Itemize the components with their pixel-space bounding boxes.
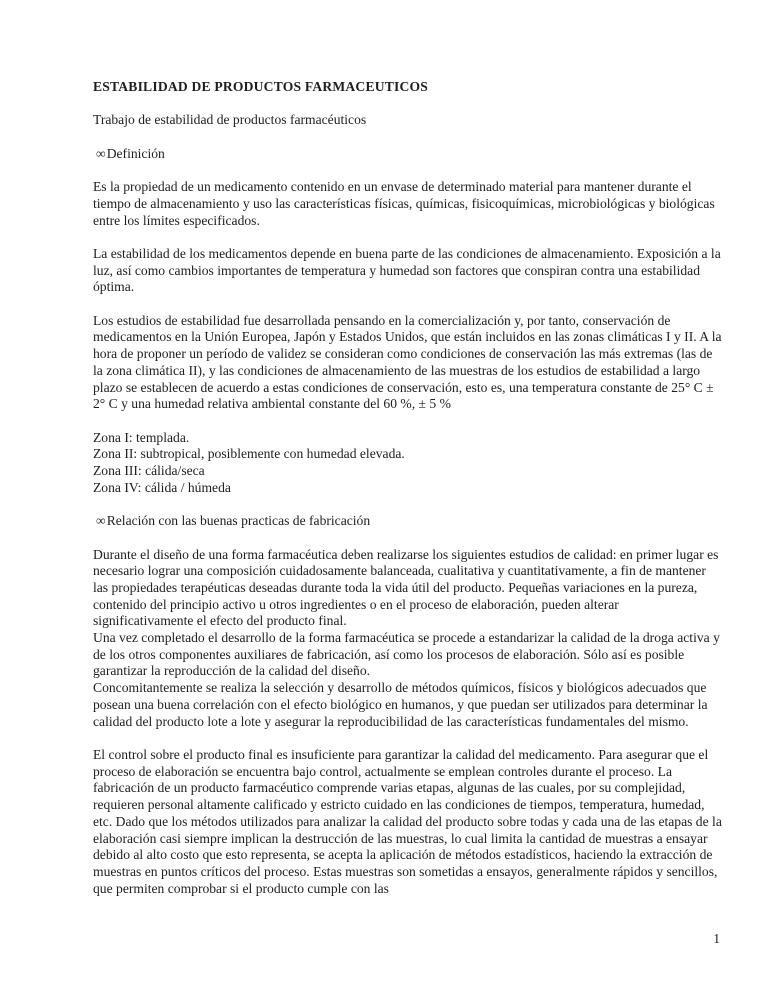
section-heading-gmp	[93, 513, 722, 530]
definition-heading-label: Definición	[106, 145, 165, 161]
design-paragraph-2: Una vez completado el desarrollo de la forma farmacéutica se procede a estandarizar la calidad de la droga activa y de los otros componentes auxiliares de fabricación, así como los procesos de elaboración. Sólo así es posible garantizar la reproducción de la calidad del diseño.	[93, 630, 720, 679]
gmp-heading-label: Relación con las buenas practicas de fabricación	[106, 513, 371, 529]
zone-item-4: Zona IV: cálida / húmeda	[93, 479, 231, 495]
design-paragraph-3: Concomitantemente se realiza la selección y desarrollo de métodos químicos, físicos y biológicos adecuados que posean una buena correlación con el efecto biológico en humanos, y que puedan ser utilizados para determinar la calidad del producto lote a lote y asegurar la reproducibilidad de las características fundamentales del mismo.	[93, 680, 708, 729]
zone-item-2: Zona II: subtropical, posiblemente con humedad elevada.	[93, 446, 405, 462]
process-control-paragraph: El control sobre el producto final es insuficiente para garantizar la calidad del medicamento. Para asegurar que el proceso de elaboración se encuentra bajo control, actualmente se emplean controles durante el proceso. La fabricación de un producto farmacéutico comprende varias etapas, algunas de las cuales, por su complejidad, requieren personal altamente calificado y estricto cuidado en las condiciones de tiempos, temperatura, humedad, etc. Dado que los métodos utilizados para analizar la calidad del producto sobre todas y cada una de las etapas de la elaboración casi siempre implican la destrucción de las muestras, lo cual limita la cantidad de muestras a ensayar debido al alto costo que esto representa, se acepta la aplicación de métodos estadísticos, haciendo la extracción de muestras en puntos críticos del proceso. Estas muestras son sometidas a ensayos, generalmente rápidos y sencillos, que permiten comprobar si el producto cumple con las	[93, 746, 722, 896]
definition-paragraph-1: Es la propiedad de un medicamento contenido en un envase de determinado material para mantener durante el tiempo de almacenamiento y uso las características físicas, químicas, fisicoquímicas, microbiológicas y biológicas entre los límites especificados.	[93, 179, 715, 228]
climate-zone-list	[93, 430, 722, 497]
page-number: 1	[713, 931, 720, 946]
section-heading-definition	[93, 146, 722, 163]
infinity-bullet-icon: ∞	[96, 513, 106, 529]
document-subtitle: Trabajo de estabilidad de productos farmacéuticos	[93, 112, 367, 128]
zone-item-3: Zona III: cálida/seca	[93, 463, 205, 479]
definition-paragraph-3: Los estudios de estabilidad fue desarrollada pensando en la comercialización y, por tanto, conservación de medicamentos en la Unión Europea, Japón y Estados Unidos, que están incluidos en las zonas climáticas I y II. A la hora de proponer un período de validez se consideran como condiciones de conservación las más extremas (las de la zona climática II), y las condiciones de almacenamiento de las muestras de los estudios de estabilidad a largo plazo se establecen de acuerdo a estas condiciones de conservación, esto es, una temperatura constante de 25° C ± 2° C y una humedad relativa ambiental constante del 60 %, ± 5 %	[93, 312, 722, 412]
design-quality-block	[93, 547, 722, 731]
document-content	[93, 79, 722, 914]
design-paragraph-1: Durante el diseño de una forma farmacéutica deben realizarse los siguientes estudios de calidad: en primer lugar es necesario lograr una composición cuidadosamente balanceada, cualitativa y cuantitativamente, a fin de mantener las propiedades terapéuticas deseadas durante toda la vida útil del producto. Pequeñas variaciones en la pureza, contenido del principio activo u otros ingredientes o en el proceso de elaboración, pueden alterar significativamente el efecto del producto final.	[93, 546, 719, 629]
zone-item-1: Zona I: templada.	[93, 429, 190, 445]
infinity-bullet-icon: ∞	[96, 145, 106, 161]
document-title: ESTABILIDAD DE PRODUCTOS FARMACEUTICOS	[93, 79, 429, 94]
definition-paragraph-2: La estabilidad de los medicamentos depende en buena parte de las condiciones de almacenamiento. Exposición a la luz, así como cambios importantes de temperatura y humedad son factores que conspiran contra una estabilidad óptima.	[93, 245, 721, 295]
